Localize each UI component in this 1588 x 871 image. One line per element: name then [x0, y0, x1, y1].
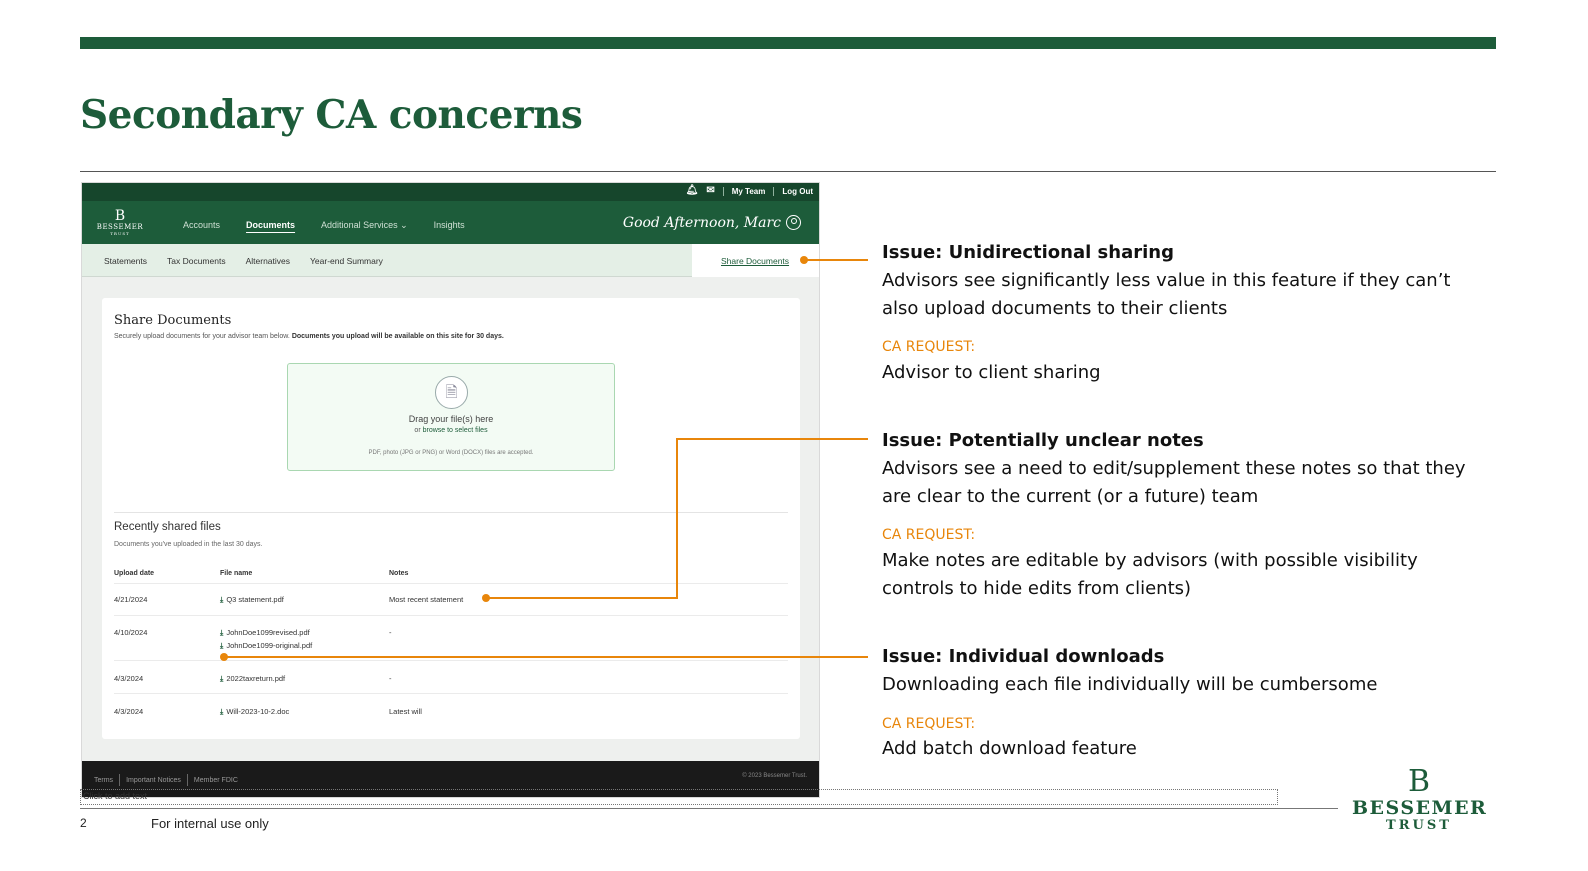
file-name: JohnDoe1099revised.pdf — [226, 628, 310, 637]
subnav-alternatives[interactable]: Alternatives — [245, 256, 291, 266]
footer-terms-link[interactable]: Terms — [94, 776, 114, 784]
footer-notices-link[interactable]: Important Notices — [126, 776, 181, 784]
file-link[interactable] — [220, 628, 310, 638]
my-team-link[interactable]: My Team — [731, 186, 766, 196]
row-divider — [114, 615, 788, 616]
request-label-downloads: CA REQUEST: — [882, 716, 976, 732]
log-out-link[interactable]: Log Out — [782, 186, 813, 196]
card-title: Share Documents — [114, 313, 232, 328]
utility-bar — [82, 183, 820, 201]
issue-description-downloads: Downloading each file individually will be cumbersome — [882, 674, 1378, 695]
request-label-notes: CA REQUEST: — [882, 527, 976, 543]
nav-insights[interactable]: Insights — [433, 220, 465, 230]
subnav-tax-documents[interactable]: Tax Documents — [167, 256, 226, 266]
file-link[interactable] — [220, 707, 289, 717]
text-placeholder-box[interactable] — [80, 789, 1278, 805]
row-date: 4/3/2024 — [114, 707, 144, 716]
browse-files-link[interactable]: browse to select files — [422, 427, 488, 434]
row-notes: - — [389, 674, 392, 683]
bell-icon[interactable]: 🔔︎ — [685, 185, 699, 196]
row-divider — [114, 583, 788, 584]
download-icon: ⤓ — [220, 628, 224, 637]
subnav-year-end-summary[interactable]: Year-end Summary — [310, 256, 383, 266]
share-documents-label: Share Documents — [721, 256, 790, 266]
file-link[interactable] — [220, 641, 312, 651]
main-nav — [82, 201, 820, 244]
profile-icon[interactable] — [786, 215, 801, 230]
title-divider — [80, 171, 1496, 172]
card-subtitle-bold: Documents you upload will be available on this site for 30 days. — [291, 333, 504, 340]
internal-use-notice: For internal use only — [151, 816, 269, 831]
issue-description-sharing: Advisors see significantly less value in this feature if they can’t also upload documents to their clients — [882, 270, 1451, 319]
sub-nav — [82, 244, 820, 277]
issue-description-notes: Advisors see a need to edit/supplement these notes so that they are clear to the current (or a future) team — [882, 458, 1466, 507]
drag-text: Drag your file(s) here — [408, 414, 494, 424]
request-text-sharing: Advisor to client sharing — [882, 362, 1101, 383]
recent-files-subtitle: Documents you've uploaded in the last 30 days. — [114, 541, 263, 548]
file-name: Will-2023-10-2.doc — [226, 707, 290, 716]
file-dropzone[interactable] — [287, 363, 615, 471]
file-name: Q3 statement.pdf — [226, 595, 284, 604]
top-accent-bar — [80, 37, 1496, 49]
logo-sub: TRUST — [110, 231, 130, 236]
logo-mark: B — [114, 208, 126, 224]
brand-sub: TRUST — [1386, 818, 1452, 833]
request-text-notes: Make notes are editable by advisors (with possible visibility controls to hide edits from clients) — [882, 550, 1418, 599]
download-icon: ⤓ — [220, 707, 224, 716]
card-subtitle — [114, 333, 504, 340]
page-number: 2 — [80, 816, 87, 830]
row-divider — [114, 693, 788, 694]
share-documents-card — [102, 298, 800, 739]
nav-additional-services[interactable]: Additional Services ⌄ — [321, 220, 408, 230]
row-notes: Most recent statement — [389, 595, 464, 604]
issue-title-sharing: Issue: Unidirectional sharing — [882, 242, 1174, 263]
nav-documents[interactable]: Documents — [246, 220, 296, 230]
row-divider — [114, 660, 788, 661]
download-icon: ⤓ — [220, 641, 224, 650]
recent-files-title: Recently shared files — [114, 521, 221, 533]
header-upload-date: Upload date — [114, 570, 155, 577]
row-notes: Latest will — [389, 707, 422, 716]
document-icon: 🗎 — [435, 376, 468, 409]
footer-divider-line — [80, 808, 1338, 809]
nav-accounts[interactable]: Accounts — [183, 220, 221, 230]
utility-divider — [773, 187, 774, 196]
issue-title-notes: Issue: Potentially unclear notes — [882, 430, 1204, 451]
share-documents-tab[interactable] — [692, 244, 820, 277]
file-name: JohnDoe1099-original.pdf — [226, 641, 313, 650]
file-link[interactable] — [220, 674, 285, 684]
card-subtitle-plain: Securely upload documents for your advisor team below. — [114, 333, 292, 340]
browse-text — [288, 427, 614, 434]
accepted-formats: PDF, photo (JPG or PNG) or Word (DOCX) files are accepted. — [368, 450, 534, 456]
row-date: 4/3/2024 — [114, 674, 144, 683]
utility-divider — [723, 187, 724, 196]
request-text-downloads: Add batch download feature — [882, 738, 1137, 759]
download-icon: ⤓ — [220, 595, 224, 604]
logo-name: BESSEMER — [96, 223, 144, 231]
row-date: 4/21/2024 — [114, 595, 148, 604]
file-link[interactable] — [220, 595, 284, 605]
placeholder-text: Click to add text — [83, 791, 148, 801]
app-screenshot — [81, 182, 820, 798]
row-notes: - — [389, 628, 392, 637]
footer-fdic-link[interactable]: Member FDIC — [193, 776, 238, 784]
subnav-statements[interactable]: Statements — [104, 256, 147, 266]
issue-title-downloads: Issue: Individual downloads — [882, 646, 1165, 667]
footer-divider — [119, 774, 120, 786]
header-file-name: File name — [220, 570, 253, 577]
app-logo[interactable] — [92, 209, 148, 236]
browse-prefix: or — [414, 427, 423, 434]
row-date: 4/10/2024 — [114, 628, 148, 637]
greeting-signature: Good Afternoon, Marc — [622, 215, 781, 231]
copyright: © 2023 Bessemer Trust. — [742, 773, 807, 779]
file-name: 2022taxreturn.pdf — [226, 674, 286, 683]
bessemer-logo — [1352, 766, 1486, 834]
brand-mark: B — [1407, 764, 1431, 799]
mail-icon[interactable]: ✉ — [706, 185, 715, 196]
request-label-sharing: CA REQUEST: — [882, 339, 976, 355]
download-icon: ⤓ — [220, 674, 224, 683]
header-notes: Notes — [389, 570, 409, 577]
footer-divider — [187, 774, 188, 786]
brand-name: BESSEMER — [1352, 797, 1488, 819]
section-divider — [114, 512, 788, 513]
slide-title: Secondary CA concerns — [80, 92, 583, 138]
